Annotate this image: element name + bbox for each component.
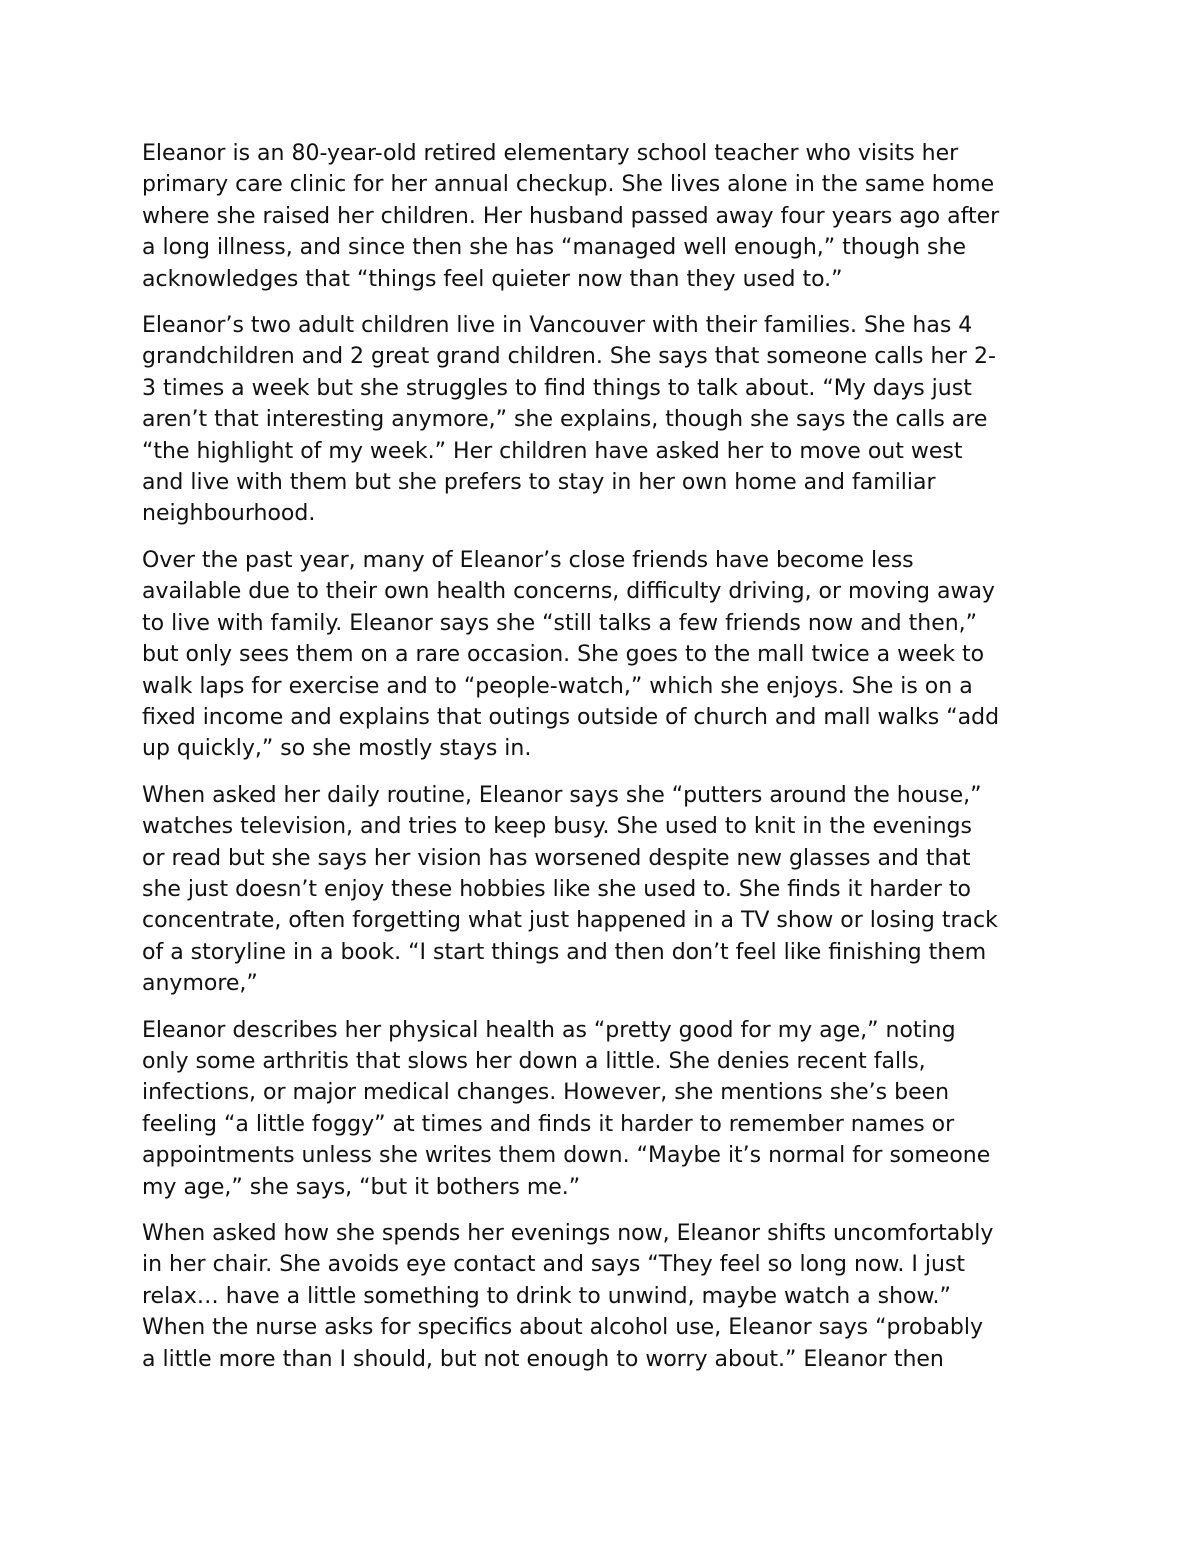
paragraph-5	[142, 1015, 1067, 1203]
text-line: or read but she says her vision has worsened despite new glasses and that	[142, 845, 971, 871]
text-line: walk laps for exercise and to “people-watch,” which she enjoys. She is on a	[142, 673, 973, 699]
text-line: Eleanor describes her physical health as “pretty good for my age,” noting	[142, 1017, 956, 1043]
text-line: Eleanor’s two adult children live in Vancouver with their families. She has 4	[142, 313, 973, 339]
text-line: a long illness, and since then she has “managed well enough,” though she	[142, 235, 966, 261]
paragraph-3	[142, 545, 1067, 765]
text-line: and live with them but she prefers to stay in her own home and familiar	[142, 470, 936, 496]
document-body	[142, 138, 1067, 1390]
text-line: Over the past year, many of Eleanor’s close friends have become less	[142, 547, 914, 573]
paragraph-6	[142, 1218, 1067, 1375]
text-line: watches television, and tries to keep busy. She used to knit in the evenings	[142, 814, 972, 840]
text-line: feeling “a little foggy” at times and finds it harder to remember names or	[142, 1111, 955, 1137]
text-line: When asked how she spends her evenings now, Eleanor shifts uncomfortably	[142, 1221, 994, 1246]
text-line: acknowledges that “things feel quieter now than they used to.”	[142, 266, 843, 292]
text-line: concentrate, often forgetting what just happened in a TV show or losing track	[142, 908, 998, 934]
text-line: grandchildren and 2 great grand children. She says that someone calls her 2-	[142, 344, 996, 370]
paragraph-4	[142, 780, 1067, 1000]
text-line: anymore,”	[142, 971, 258, 997]
text-line: relax… have a little something to drink to unwind, maybe watch a show.”	[142, 1283, 951, 1309]
paragraph-1	[142, 138, 1067, 295]
text-line: infections, or major medical changes. However, she mentions she’s been	[142, 1080, 950, 1106]
text-line: “the highlight of my week.” Her children have asked her to move out west	[142, 438, 963, 464]
text-line: up quickly,” so she mostly stays in.	[142, 736, 532, 762]
text-line: 3 times a week but she struggles to find things to talk about. “My days just	[142, 375, 972, 401]
text-line: only some arthritis that slows her down a little. She denies recent falls,	[142, 1048, 926, 1074]
text-line: where she raised her children. Her husband passed away four years ago after	[142, 203, 1000, 229]
text-line: available due to their own health concerns, difficulty driving, or moving away	[142, 579, 995, 605]
text-line: in her chair. She avoids eye contact and says “They feel so long now. I just	[142, 1252, 965, 1278]
text-line: my age,” she says, “but it bothers me.”	[142, 1174, 581, 1200]
text-line: neighbourhood.	[142, 501, 316, 527]
text-line: primary care clinic for her annual checkup. She lives alone in the same home	[142, 172, 995, 198]
text-line: When the nurse asks for specifics about alcohol use, Eleanor says “probably	[142, 1315, 984, 1341]
text-line: Eleanor is an 80-year-old retired elementary school teacher who visits her	[142, 141, 959, 166]
text-line: of a storyline in a book. “I start things and then don’t feel like finishing them	[142, 939, 987, 965]
paragraph-2	[142, 310, 1067, 530]
text-line: aren’t that interesting anymore,” she explains, though she says the calls are	[142, 407, 988, 433]
text-line: she just doesn’t enjoy these hobbies like she used to. She finds it harder to	[142, 876, 971, 902]
text-line: but only sees them on a rare occasion. She goes to the mall twice a week to	[142, 642, 985, 668]
text-line: fixed income and explains that outings outside of church and mall walks “add	[142, 704, 1000, 730]
text-line: appointments unless she writes them down. “Maybe it’s normal for someone	[142, 1143, 991, 1169]
text-line: a little more than I should, but not enough to worry about.” Eleanor then	[142, 1346, 944, 1372]
text-line: When asked her daily routine, Eleanor says she “putters around the house,”	[142, 782, 982, 808]
text-line: to live with family. Eleanor says she “still talks a few friends now and then,”	[142, 610, 978, 636]
